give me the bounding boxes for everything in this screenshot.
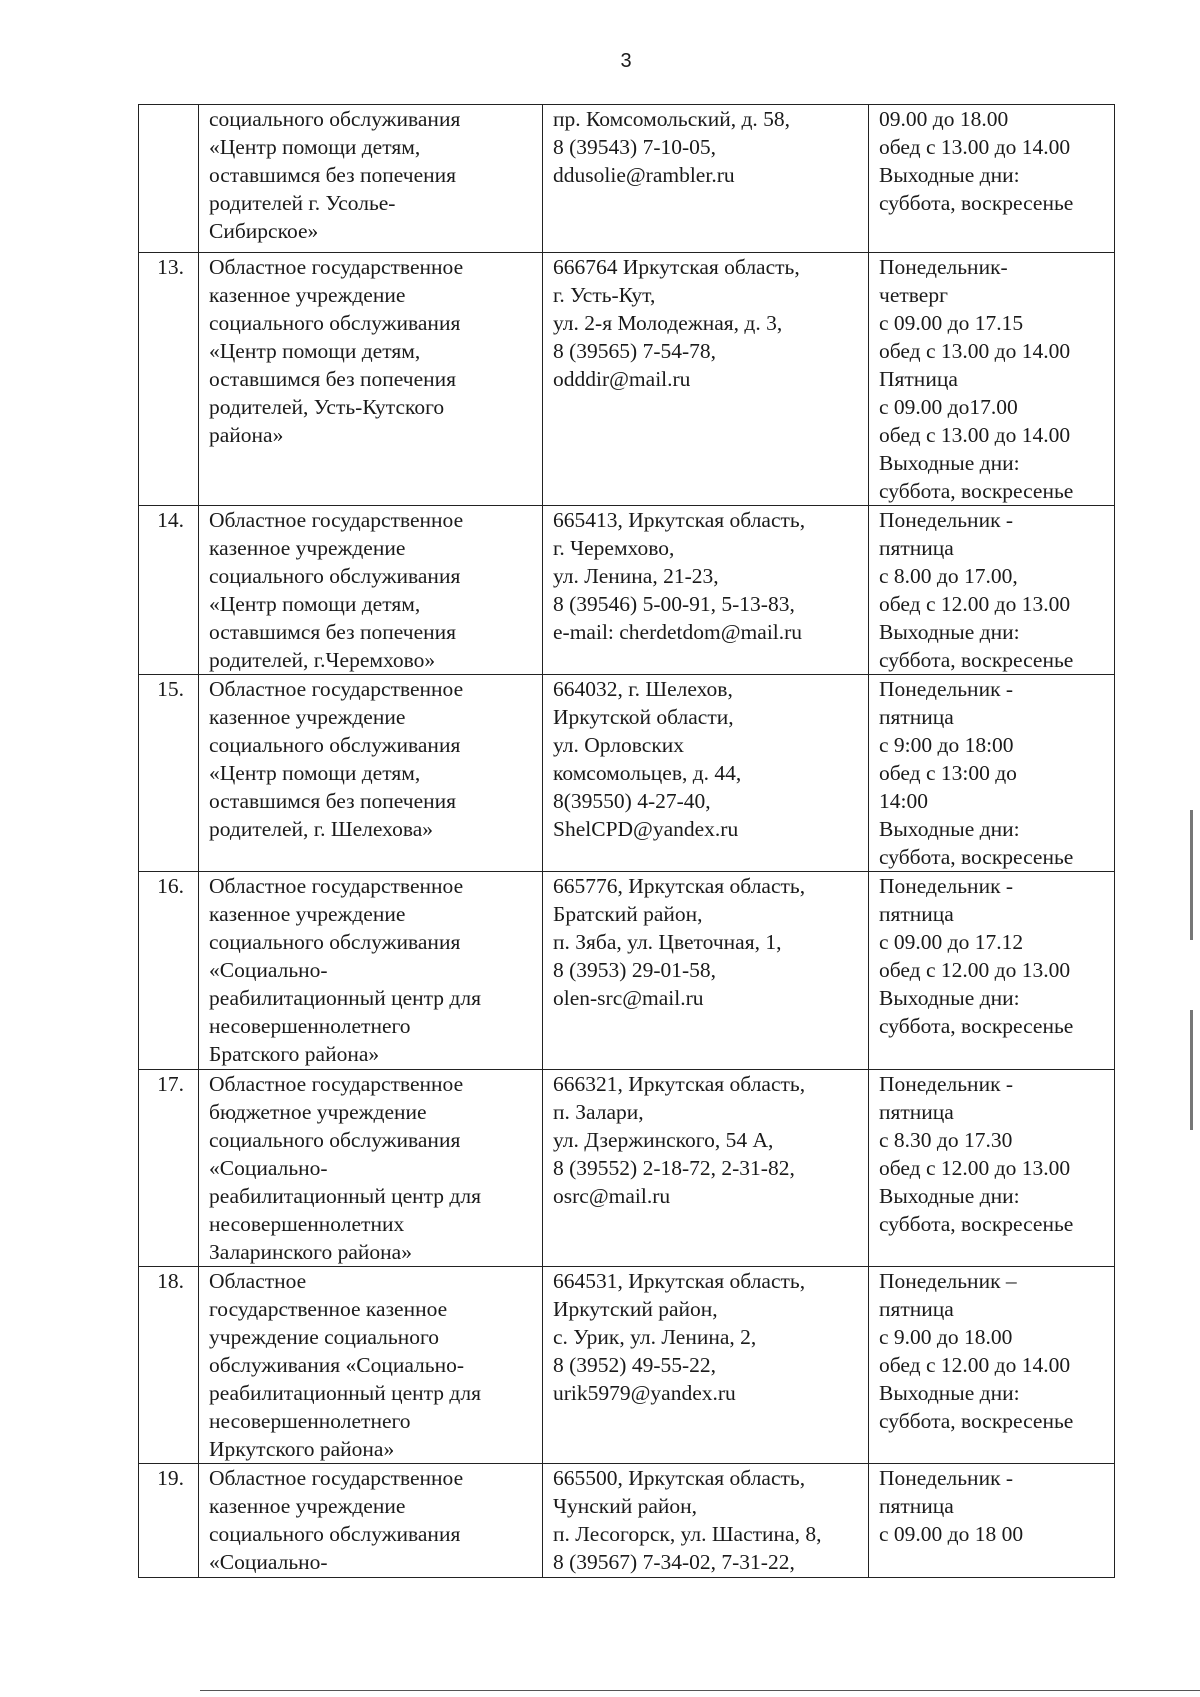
row-number: 18. [139, 1267, 199, 1464]
table-row [139, 1267, 1115, 1464]
address-contacts: 666321, Иркутская область, п. Залари, ул. Дзержинского, 54 А, 8 (39552) 2-18-72, 2-31-82, osrc@mail.ru [543, 1070, 869, 1267]
working-hours: Понедельник - пятница с 8.30 до 17.30 обед с 12.00 до 13.00 Выходные дни: суббота, воскресенье [869, 1070, 1115, 1267]
working-hours: Понедельник - пятница с 9:00 до 18:00 обед с 13:00 до 14:00 Выходные дни: суббота, воскресенье [869, 675, 1115, 872]
organization-name: социального обслуживания «Центр помощи детям, оставшимся без попечения родителей г. Усолье- Сибирское» [199, 105, 543, 253]
row-number: 13. [139, 253, 199, 506]
table-row [139, 1070, 1115, 1267]
row-number: 15. [139, 675, 199, 872]
table-row [139, 105, 1115, 253]
row-number: 14. [139, 506, 199, 675]
working-hours: 09.00 до 18.00 обед с 13.00 до 14.00 Выходные дни: суббота, воскресенье [869, 105, 1115, 253]
scan-edge-mark [1190, 1010, 1193, 1130]
address-contacts: 666764 Иркутская область, г. Усть-Кут, ул. 2-я Молодежная, д. 3, 8 (39565) 7-54-78, odddir@mail.ru [543, 253, 869, 506]
row-number: 17. [139, 1070, 199, 1267]
working-hours: Понедельник - пятница с 8.00 до 17.00, обед с 12.00 до 13.00 Выходные дни: суббота, воскресенье [869, 506, 1115, 675]
working-hours: Понедельник - пятница с 09.00 до 17.12 обед с 12.00 до 13.00 Выходные дни: суббота, воскресенье [869, 872, 1115, 1070]
organization-name: Областное государственное казенное учреждение социального обслуживания «Центр помощи детям, оставшимся без попечения родителей, г.Черемхово» [199, 506, 543, 675]
organization-name: Областное государственное бюджетное учреждение социального обслуживания «Социально- реабилитационный центр для несовершеннолетних Заларинского района» [199, 1070, 543, 1267]
working-hours: Понедельник - пятница с 09.00 до 18 00 [869, 1464, 1115, 1578]
table-row [139, 872, 1115, 1070]
table-row [139, 506, 1115, 675]
organization-name: Областное государственное казенное учреждение социального обслуживания «Центр помощи детям, оставшимся без попечения родителей, г. Шелехова» [199, 675, 543, 872]
table-row [139, 253, 1115, 506]
organization-name: Областное государственное казенное учреждение социального обслуживания «Центр помощи детям, оставшимся без попечения родителей, Усть-Кутского района» [199, 253, 543, 506]
page-number: 3 [620, 50, 632, 72]
table-row [139, 1464, 1115, 1578]
scan-edge-mark [1190, 810, 1193, 940]
working-hours: Понедельник – пятница с 9.00 до 18.00 обед с 12.00 до 14.00 Выходные дни: суббота, воскресенье [869, 1267, 1115, 1464]
address-contacts: пр. Комсомольский, д. 58, 8 (39543) 7-10-05, ddusolie@rambler.ru [543, 105, 869, 253]
table-row [139, 675, 1115, 872]
address-contacts: 665776, Иркутская область, Братский район, п. Зяба, ул. Цветочная, 1, 8 (3953) 29-01-58, olen-src@mail.ru [543, 872, 869, 1070]
organization-name: Областное государственное казенное учреждение социального обслуживания «Социально- реабилитационный центр для несовершеннолетнего Братского района» [199, 872, 543, 1070]
row-number: 16. [139, 872, 199, 1070]
address-contacts: 665413, Иркутская область, г. Черемхово, ул. Ленина, 21-23, 8 (39546) 5-00-91, 5-13-83, e-mail: cherdetdom@mail.ru [543, 506, 869, 675]
organization-name: Областное государственное казенное учреждение социального обслуживания «Социально- реабилитационный центр для несовершеннолетнего Иркутского района» [199, 1267, 543, 1464]
row-number: 19. [139, 1464, 199, 1578]
organization-name: Областное государственное казенное учреждение социального обслуживания «Социально- [199, 1464, 543, 1578]
working-hours: Понедельник- четверг с 09.00 до 17.15 обед с 13.00 до 14.00 Пятница с 09.00 до17.00 обед с 13.00 до 14.00 Выходные дни: суббота, воскресенье [869, 253, 1115, 506]
address-contacts: 665500, Иркутская область, Чунский район, п. Лесогорск, ул. Шастина, 8, 8 (39567) 7-34-02, 7-31-22, [543, 1464, 869, 1578]
address-contacts: 664531, Иркутская область, Иркутский район, с. Урик, ул. Ленина, 2, 8 (3952) 49-55-22, urik5979@yandex.ru [543, 1267, 869, 1464]
institutions-table [138, 104, 1115, 1578]
row-number [139, 105, 199, 253]
footer-rule [200, 1690, 1200, 1691]
address-contacts: 664032, г. Шелехов, Иркутской области, ул. Орловских комсомольцев, д. 44, 8(39550) 4-27-40, ShelCPD@yandex.ru [543, 675, 869, 872]
